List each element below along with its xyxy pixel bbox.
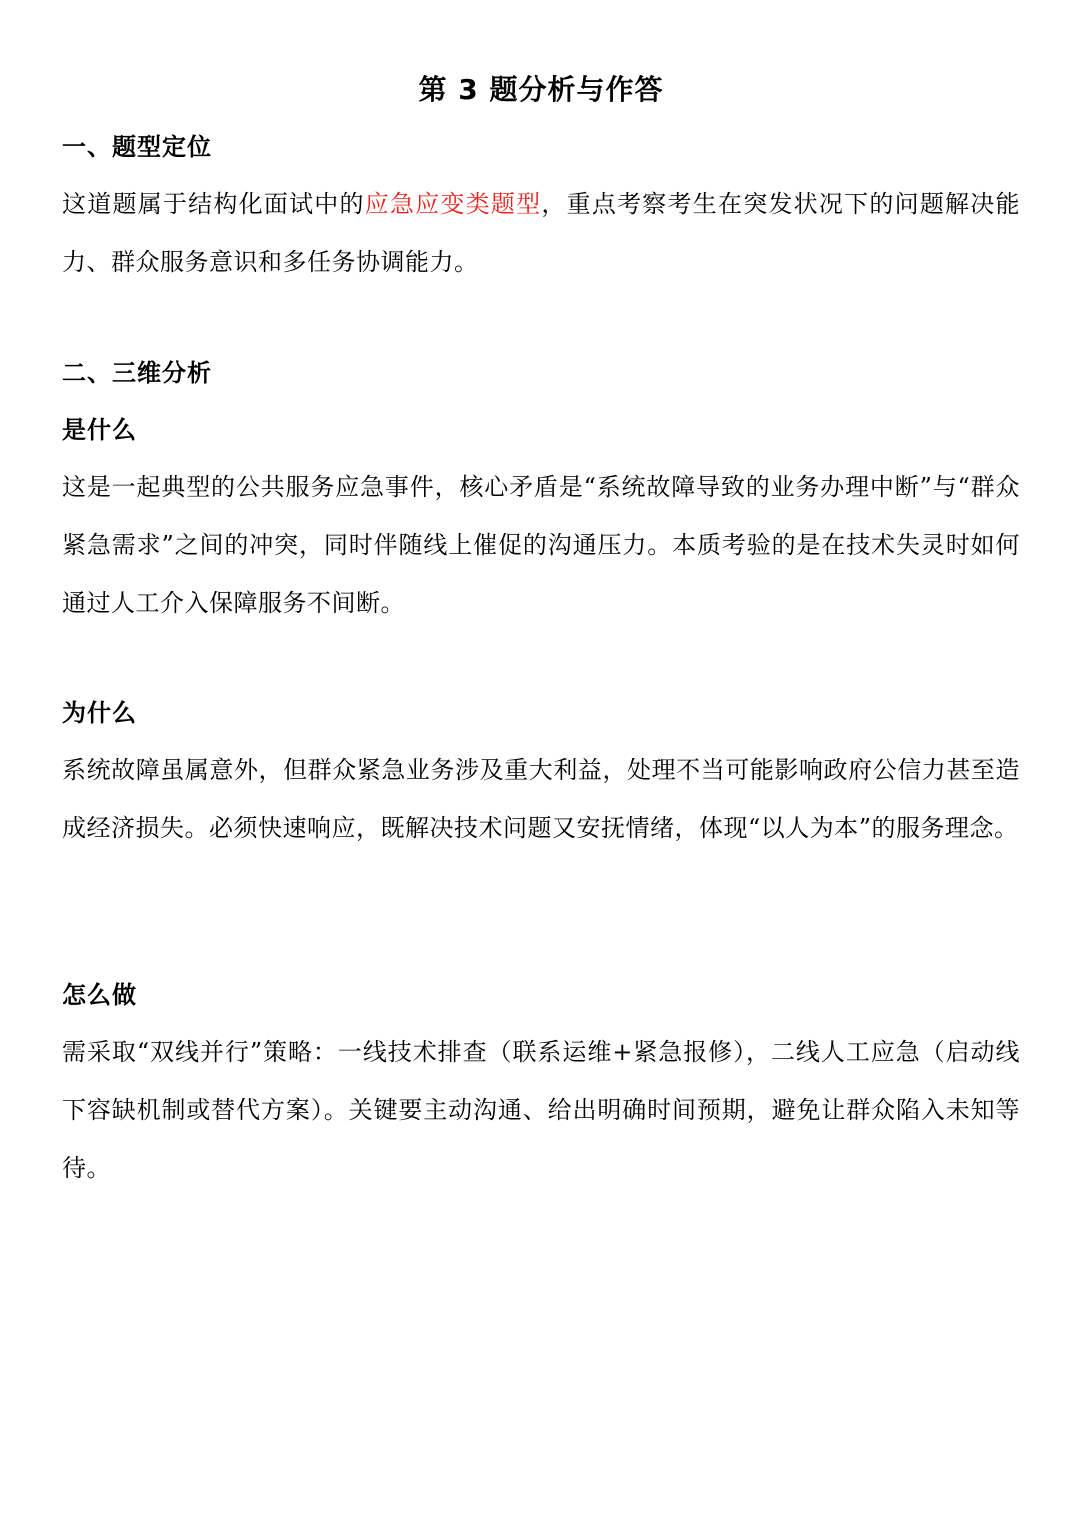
highlighted-question-type: 应急应变类题型 bbox=[364, 190, 542, 218]
subheading-why: 为什么 bbox=[62, 699, 137, 727]
paragraph-how: 需采取“双线并行”策略：一线技术排查（联系运维+紧急报修），二线人工应急（启动线下容缺机制或替代方案）。关键要主动沟通、给出明确时间预期，避免让群众陷入未知等待。 bbox=[62, 1038, 1020, 1182]
document-title: 第 3 题分析与作答 bbox=[418, 73, 664, 106]
section-heading-question-type: 一、题型定位 bbox=[62, 133, 212, 161]
paragraph-why: 系统故障虽属意外，但群众紧急业务涉及重大利益，处理不当可能影响政府公信力甚至造成经济损失。必须快速响应，既解决技术问题又安抚情绪，体现“以人为本”的服务理念。 bbox=[62, 756, 1020, 842]
paragraph-text-before: 这道题属于结构化面试中的 bbox=[62, 190, 365, 218]
paragraph-what: 这是一起典型的公共服务应急事件，核心矛盾是“系统故障导致的业务办理中断”与“群众紧急需求”之间的冲突，同时伴随线上催促的沟通压力。本质考验的是在技术失灵时如何通过人工介入保障服务不间断。 bbox=[62, 473, 1020, 617]
section-question-type-paragraph bbox=[62, 175, 1020, 291]
section-heading-analysis: 二、三维分析 bbox=[62, 359, 212, 387]
paragraph-text-after: ，重点考察考生在突发状况下的问题解决能力、群众服务意识和多任务协调能力。 bbox=[62, 190, 1021, 276]
subheading-what: 是什么 bbox=[62, 416, 137, 444]
subheading-how: 怎么做 bbox=[62, 981, 137, 1009]
